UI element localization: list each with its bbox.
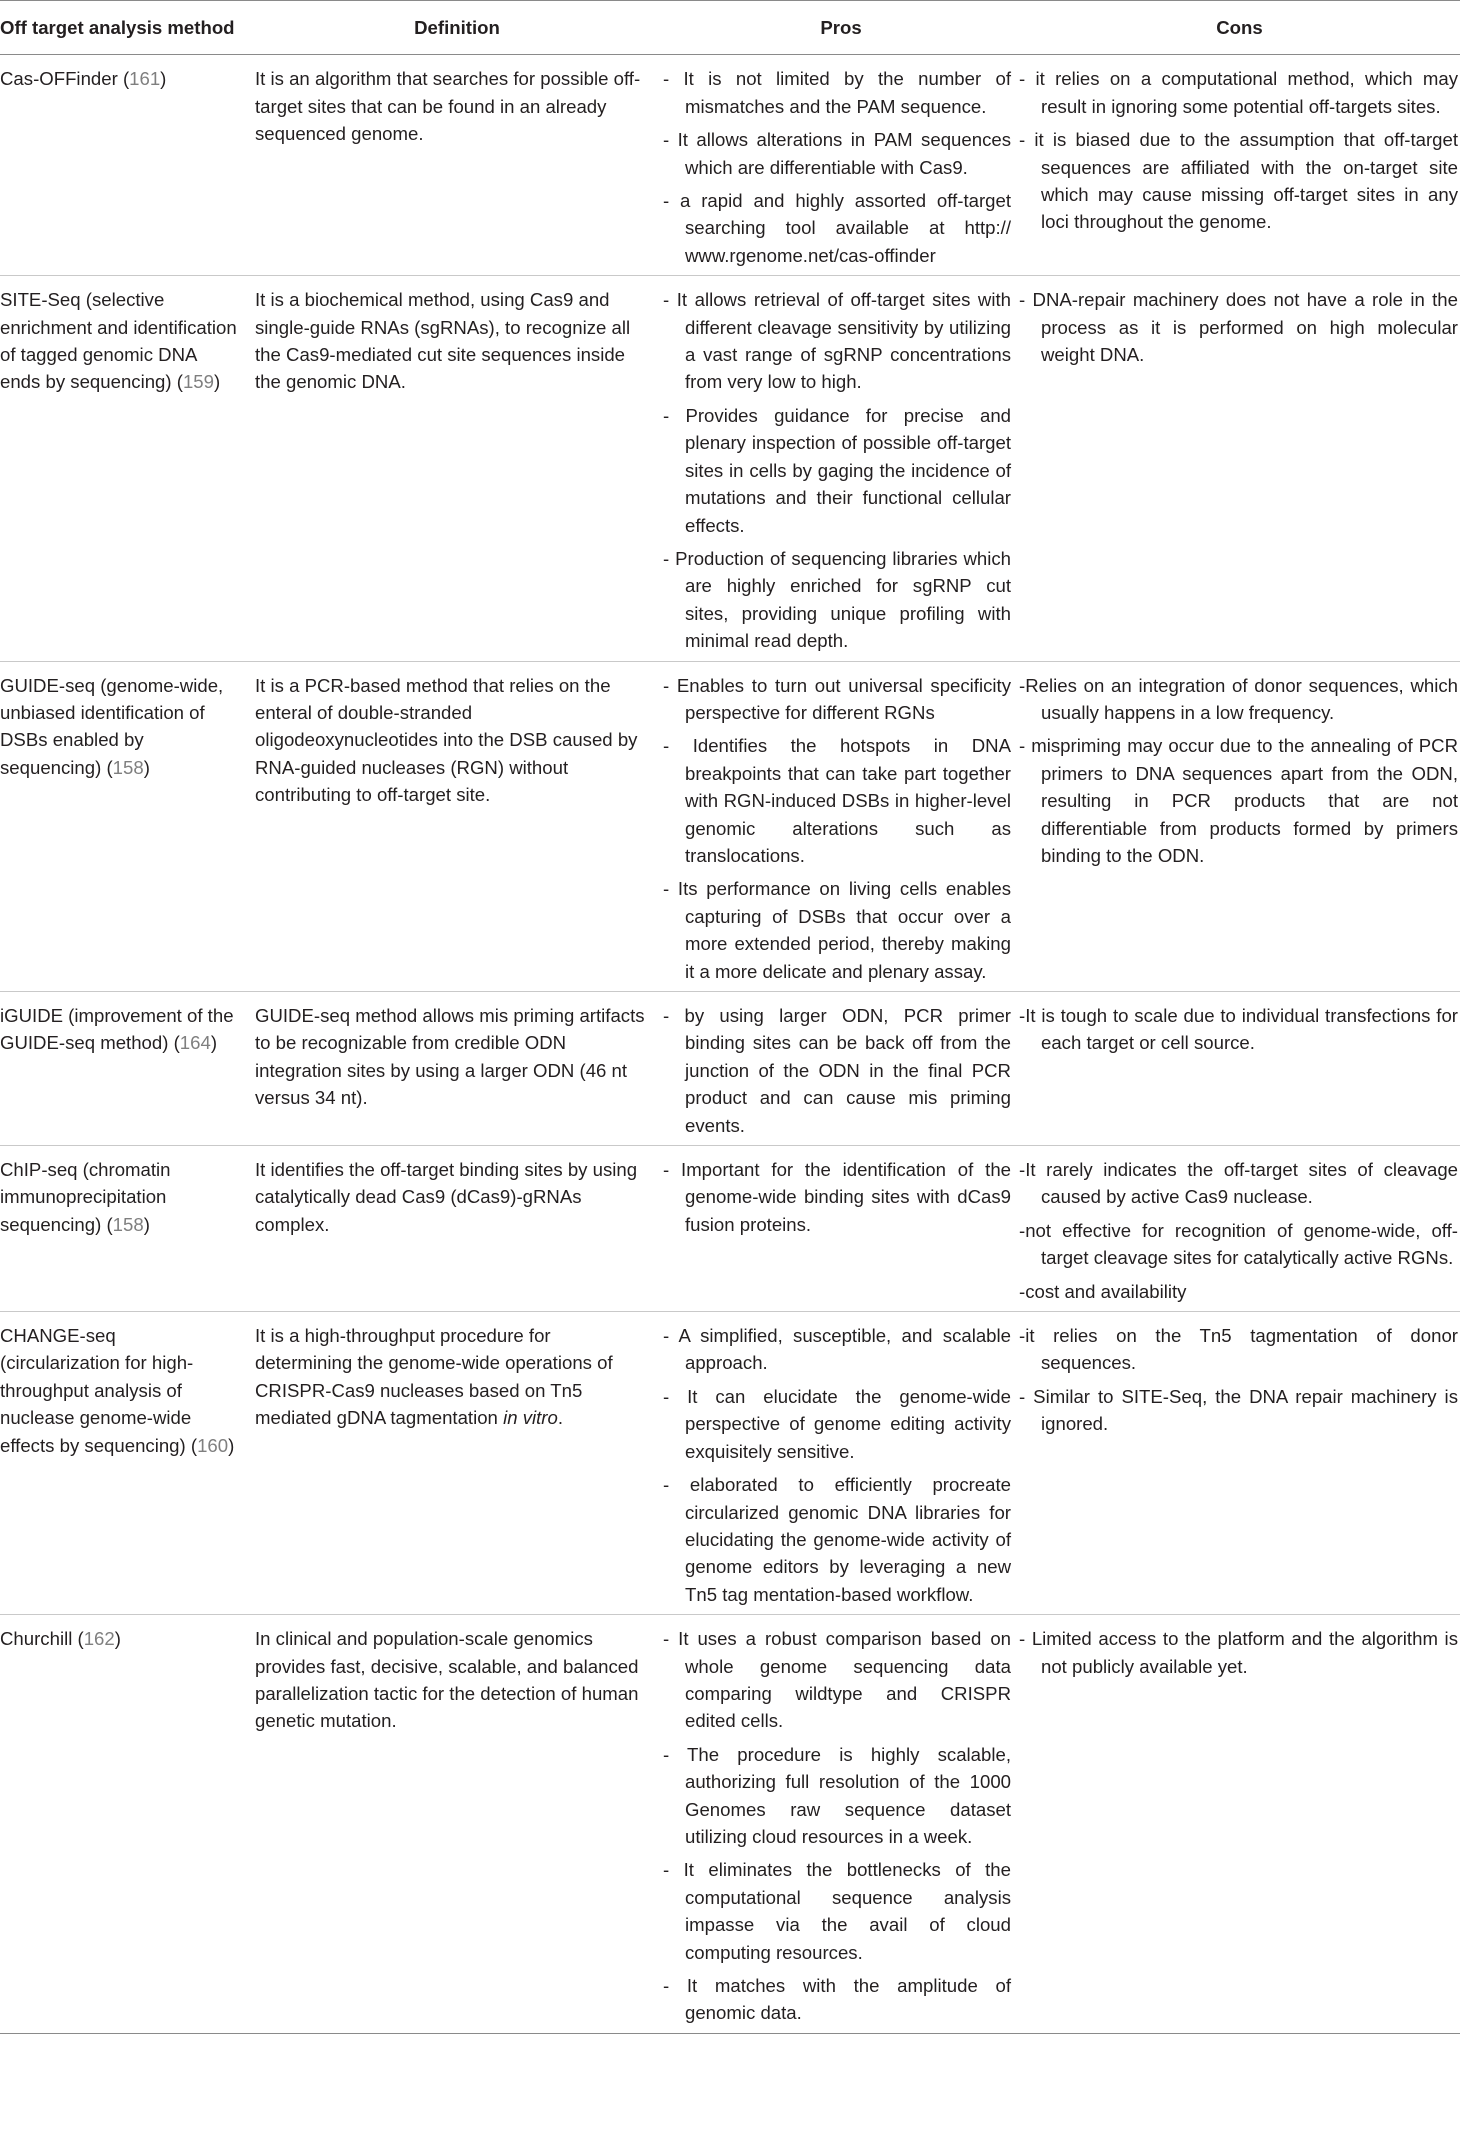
definition-italic: in vitro bbox=[503, 1407, 558, 1429]
con-item: - it relies on a computational method, which may result in ignoring some potential off-targets sites. bbox=[1019, 68, 1458, 117]
con-item: -not effective for recognition of genome-wide, off-target cleavage sites for catalytically active RGNs. bbox=[1019, 1219, 1458, 1269]
con-item: -It rarely indicates the off-target sites of cleavage caused by active Cas9 nuclease. bbox=[1019, 1159, 1458, 1208]
table-row bbox=[0, 1146, 1460, 1312]
con-item-list bbox=[1019, 1156, 1458, 1305]
method-cell bbox=[0, 1146, 251, 1312]
reference-link[interactable]: 158 bbox=[112, 756, 144, 778]
method-name: SITE-Seq (selective enrichment and identification of tagged genomic DNA ends by sequencing) ( bbox=[0, 289, 237, 393]
pro-item: - a rapid and highly assorted off-target searching tool available at http:// www.rgenome.net/cas-offinder bbox=[663, 190, 1011, 266]
table-row bbox=[0, 1312, 1460, 1615]
method-cell bbox=[0, 276, 251, 661]
pro-item: - by using larger ODN, PCR primer binding sites can be back off from the junction of the ODN in the final PCR product and can cause mis priming events. bbox=[663, 1005, 1011, 1136]
reference-link[interactable]: 160 bbox=[197, 1434, 229, 1456]
definition-text: It is a PCR-based method that relies on the enteral of double-stranded oligodeoxynucleotides into the DSB caused by RNA-guided nucleases (RGN) without contributing to off-target site. bbox=[255, 674, 638, 806]
method-cell bbox=[0, 1312, 251, 1615]
con-item: - it is biased due to the assumption that off-target sequences are affiliated with the on-target site which may cause missing off-target sites in any loci throughout the genome. bbox=[1019, 129, 1458, 233]
definition-text: It is an algorithm that searches for possible off-target sites that can be found in an already sequenced genome. bbox=[255, 68, 641, 145]
pro-item-list bbox=[663, 286, 1011, 654]
pros-cell bbox=[663, 276, 1019, 661]
definition-cell bbox=[251, 1146, 663, 1312]
table-row bbox=[0, 55, 1460, 276]
pros-cell bbox=[663, 992, 1019, 1146]
pro-item-list bbox=[663, 65, 1011, 269]
method-name-end: ) bbox=[143, 756, 150, 778]
header-method: Off target analysis method bbox=[0, 17, 235, 38]
pro-item: - Its performance on living cells enables capturing of DSBs that occur over a more extended period, thereby making it a more delicate and plenary assay. bbox=[663, 878, 1011, 982]
definition-cell bbox=[251, 1312, 663, 1615]
reference-link[interactable]: 161 bbox=[129, 68, 161, 90]
cons-cell bbox=[1019, 992, 1460, 1146]
con-item: -Relies on an integration of donor sequences, which usually happens in a low frequency. bbox=[1019, 674, 1458, 723]
con-item-list bbox=[1019, 1625, 1458, 1680]
method-name-end: ) bbox=[114, 1628, 121, 1650]
method-name: Churchill ( bbox=[0, 1628, 84, 1650]
pro-item-list bbox=[663, 1156, 1011, 1238]
pro-item-list bbox=[663, 672, 1011, 985]
con-item-list bbox=[1019, 1322, 1458, 1438]
header-pros: Pros bbox=[820, 17, 862, 38]
table-row bbox=[0, 992, 1460, 1146]
pro-item-list bbox=[663, 1322, 1011, 1608]
pro-item-list bbox=[663, 1625, 1011, 2027]
con-item: - Limited access to the platform and the algorithm is not publicly available yet. bbox=[1019, 1628, 1458, 1677]
header-definition: Definition bbox=[414, 17, 500, 38]
pros-cell bbox=[663, 1615, 1019, 2034]
pro-item: - It can elucidate the genome-wide perspective of genome editing activity exquisitely sensitive. bbox=[663, 1385, 1011, 1462]
method-name-end: ) bbox=[210, 1032, 218, 1054]
pro-item: - Enables to turn out universal specificity perspective for different RGNs bbox=[663, 674, 1011, 723]
pro-item: - It allows alterations in PAM sequences which are differentiable with Cas9. bbox=[663, 129, 1011, 178]
definition-cell bbox=[251, 55, 663, 276]
con-item: -cost and availability bbox=[1019, 1280, 1187, 1302]
cons-cell bbox=[1019, 55, 1460, 276]
con-item-list bbox=[1019, 672, 1458, 870]
cons-cell bbox=[1019, 1146, 1460, 1312]
pro-item-list bbox=[663, 1002, 1011, 1139]
definition-cell bbox=[251, 1615, 663, 2034]
pros-cell bbox=[663, 1312, 1019, 1615]
cons-cell bbox=[1019, 276, 1460, 661]
method-cell bbox=[0, 55, 251, 276]
method-name: CHANGE-seq (circularization for high-throughput analysis of nuclease genome-wide effects by sequencing) ( bbox=[0, 1325, 198, 1456]
con-item: -It is tough to scale due to individual transfections for each target or cell source. bbox=[1019, 1005, 1458, 1054]
reference-link[interactable]: 159 bbox=[182, 371, 214, 393]
table-header bbox=[0, 1, 1460, 55]
reference-link[interactable]: 162 bbox=[83, 1628, 115, 1650]
definition-cell bbox=[251, 661, 663, 991]
definition-cell bbox=[251, 276, 663, 661]
pro-item: - The procedure is highly scalable, authorizing full resolution of the 1000 Genomes raw sequence dataset utilizing cloud resources in a week. bbox=[663, 1743, 1011, 1847]
pro-item: - Identifies the hotspots in DNA breakpoints that can take part together with RGN-induced DSBs in higher-level genomic alterations such as translocations. bbox=[663, 735, 1011, 866]
header-cons: Cons bbox=[1216, 17, 1263, 38]
header-row bbox=[0, 1, 1460, 55]
pro-item: - It allows retrieval of off-target sites with different cleavage sensitivity by utilizing a vast range of sgRNP concentrations from very low to high. bbox=[663, 289, 1011, 393]
cons-cell bbox=[1019, 661, 1460, 991]
reference-link[interactable]: 164 bbox=[179, 1032, 211, 1054]
con-item: -it relies on the Tn5 tagmentation of donor sequences. bbox=[1019, 1325, 1458, 1374]
pro-item: - It matches with the amplitude of genomic data. bbox=[663, 1975, 1011, 2024]
method-cell bbox=[0, 1615, 251, 2034]
method-cell bbox=[0, 661, 251, 991]
pros-cell bbox=[663, 55, 1019, 276]
method-name-end: ) bbox=[160, 68, 167, 90]
definition-cell bbox=[251, 992, 663, 1146]
table-row bbox=[0, 276, 1460, 661]
method-name: Cas-OFFinder ( bbox=[0, 68, 130, 90]
pro-item: - It is not limited by the number of mismatches and the PAM sequence. bbox=[663, 68, 1011, 117]
reference-link[interactable]: 158 bbox=[112, 1213, 144, 1235]
pro-item: - Important for the identification of the genome-wide binding sites with dCas9 fusion proteins. bbox=[663, 1159, 1011, 1235]
pro-item: - elaborated to efficiently procreate circularized genomic DNA libraries for elucidating the genome-wide activity of genome editors by leveraging a new Tn5 tag mentation-based workflow. bbox=[663, 1474, 1011, 1605]
definition-text: It is a biochemical method, using Cas9 and single-guide RNAs (sgRNAs), to recognize all the Cas9-mediated cut site sequences inside the genomic DNA. bbox=[255, 289, 631, 393]
method-cell bbox=[0, 992, 251, 1146]
pro-item: - A simplified, susceptible, and scalable approach. bbox=[663, 1325, 1011, 1374]
method-name-end: ) bbox=[213, 371, 221, 393]
cons-cell bbox=[1019, 1312, 1460, 1615]
pros-cell bbox=[663, 1146, 1019, 1312]
con-item: - mispriming may occur due to the annealing of PCR primers to DNA sequences apart from the ODN, resulting in PCR products that are not differentiable from products formed by primers binding to the ODN. bbox=[1019, 735, 1458, 866]
definition-text: It is a high-throughput procedure for determining the genome-wide operations of CRISPR-Cas9 nucleases based on Tn5 mediated gDNA tagmentation bbox=[255, 1325, 613, 1429]
con-item-list bbox=[1019, 1002, 1458, 1057]
method-name: GUIDE-seq (genome-wide, unbiased identification of DSBs enabled by sequencing) ( bbox=[0, 674, 224, 778]
table-row bbox=[0, 661, 1460, 991]
definition-text: In clinical and population-scale genomics provides fast, decisive, scalable, and balanced parallelization tactic for the detection of human genetic mutation. bbox=[255, 1628, 639, 1732]
table-body bbox=[0, 55, 1460, 2033]
method-name-end: ) bbox=[228, 1434, 235, 1456]
pro-item: - Provides guidance for precise and plenary inspection of possible off-target sites in cells by gaging the incidence of mutations and their functional cellular effects. bbox=[663, 404, 1011, 536]
definition-end: . bbox=[557, 1407, 564, 1429]
method-name: ChIP-seq (chromatin immunoprecipitation sequencing) ( bbox=[0, 1159, 171, 1235]
pro-item: - It uses a robust comparison based on whole genome sequencing data comparing wildtype and CRISPR edited cells. bbox=[663, 1628, 1011, 1732]
con-item-list bbox=[1019, 65, 1458, 235]
definition-text: It identifies the off-target binding sites by using catalytically dead Cas9 (dCas9)-gRNAs complex. bbox=[255, 1159, 638, 1235]
pro-item: - Production of sequencing libraries which are highly enriched for sgRNP cut sites, providing unique profiling with minimal read depth. bbox=[663, 547, 1011, 652]
con-item: - Similar to SITE-Seq, the DNA repair machinery is ignored. bbox=[1019, 1385, 1458, 1435]
cons-cell bbox=[1019, 1615, 1460, 2034]
pros-cell bbox=[663, 661, 1019, 991]
definition-text: GUIDE-seq method allows mis priming artifacts to be recognizable from credible ODN integration sites by using a larger ODN (46 nt versus 34 nt). bbox=[255, 1005, 645, 1109]
method-name: iGUIDE (improvement of the GUIDE-seq method) ( bbox=[0, 1005, 234, 1054]
table-row bbox=[0, 1615, 1460, 2034]
con-item: - DNA-repair machinery does not have a role in the process as it is performed on high molecular weight DNA. bbox=[1019, 289, 1458, 366]
pro-item: - It eliminates the bottlenecks of the computational sequence analysis impasse via the avail of cloud computing resources. bbox=[663, 1859, 1011, 1963]
con-item-list bbox=[1019, 286, 1458, 368]
method-name-end: ) bbox=[143, 1213, 150, 1235]
